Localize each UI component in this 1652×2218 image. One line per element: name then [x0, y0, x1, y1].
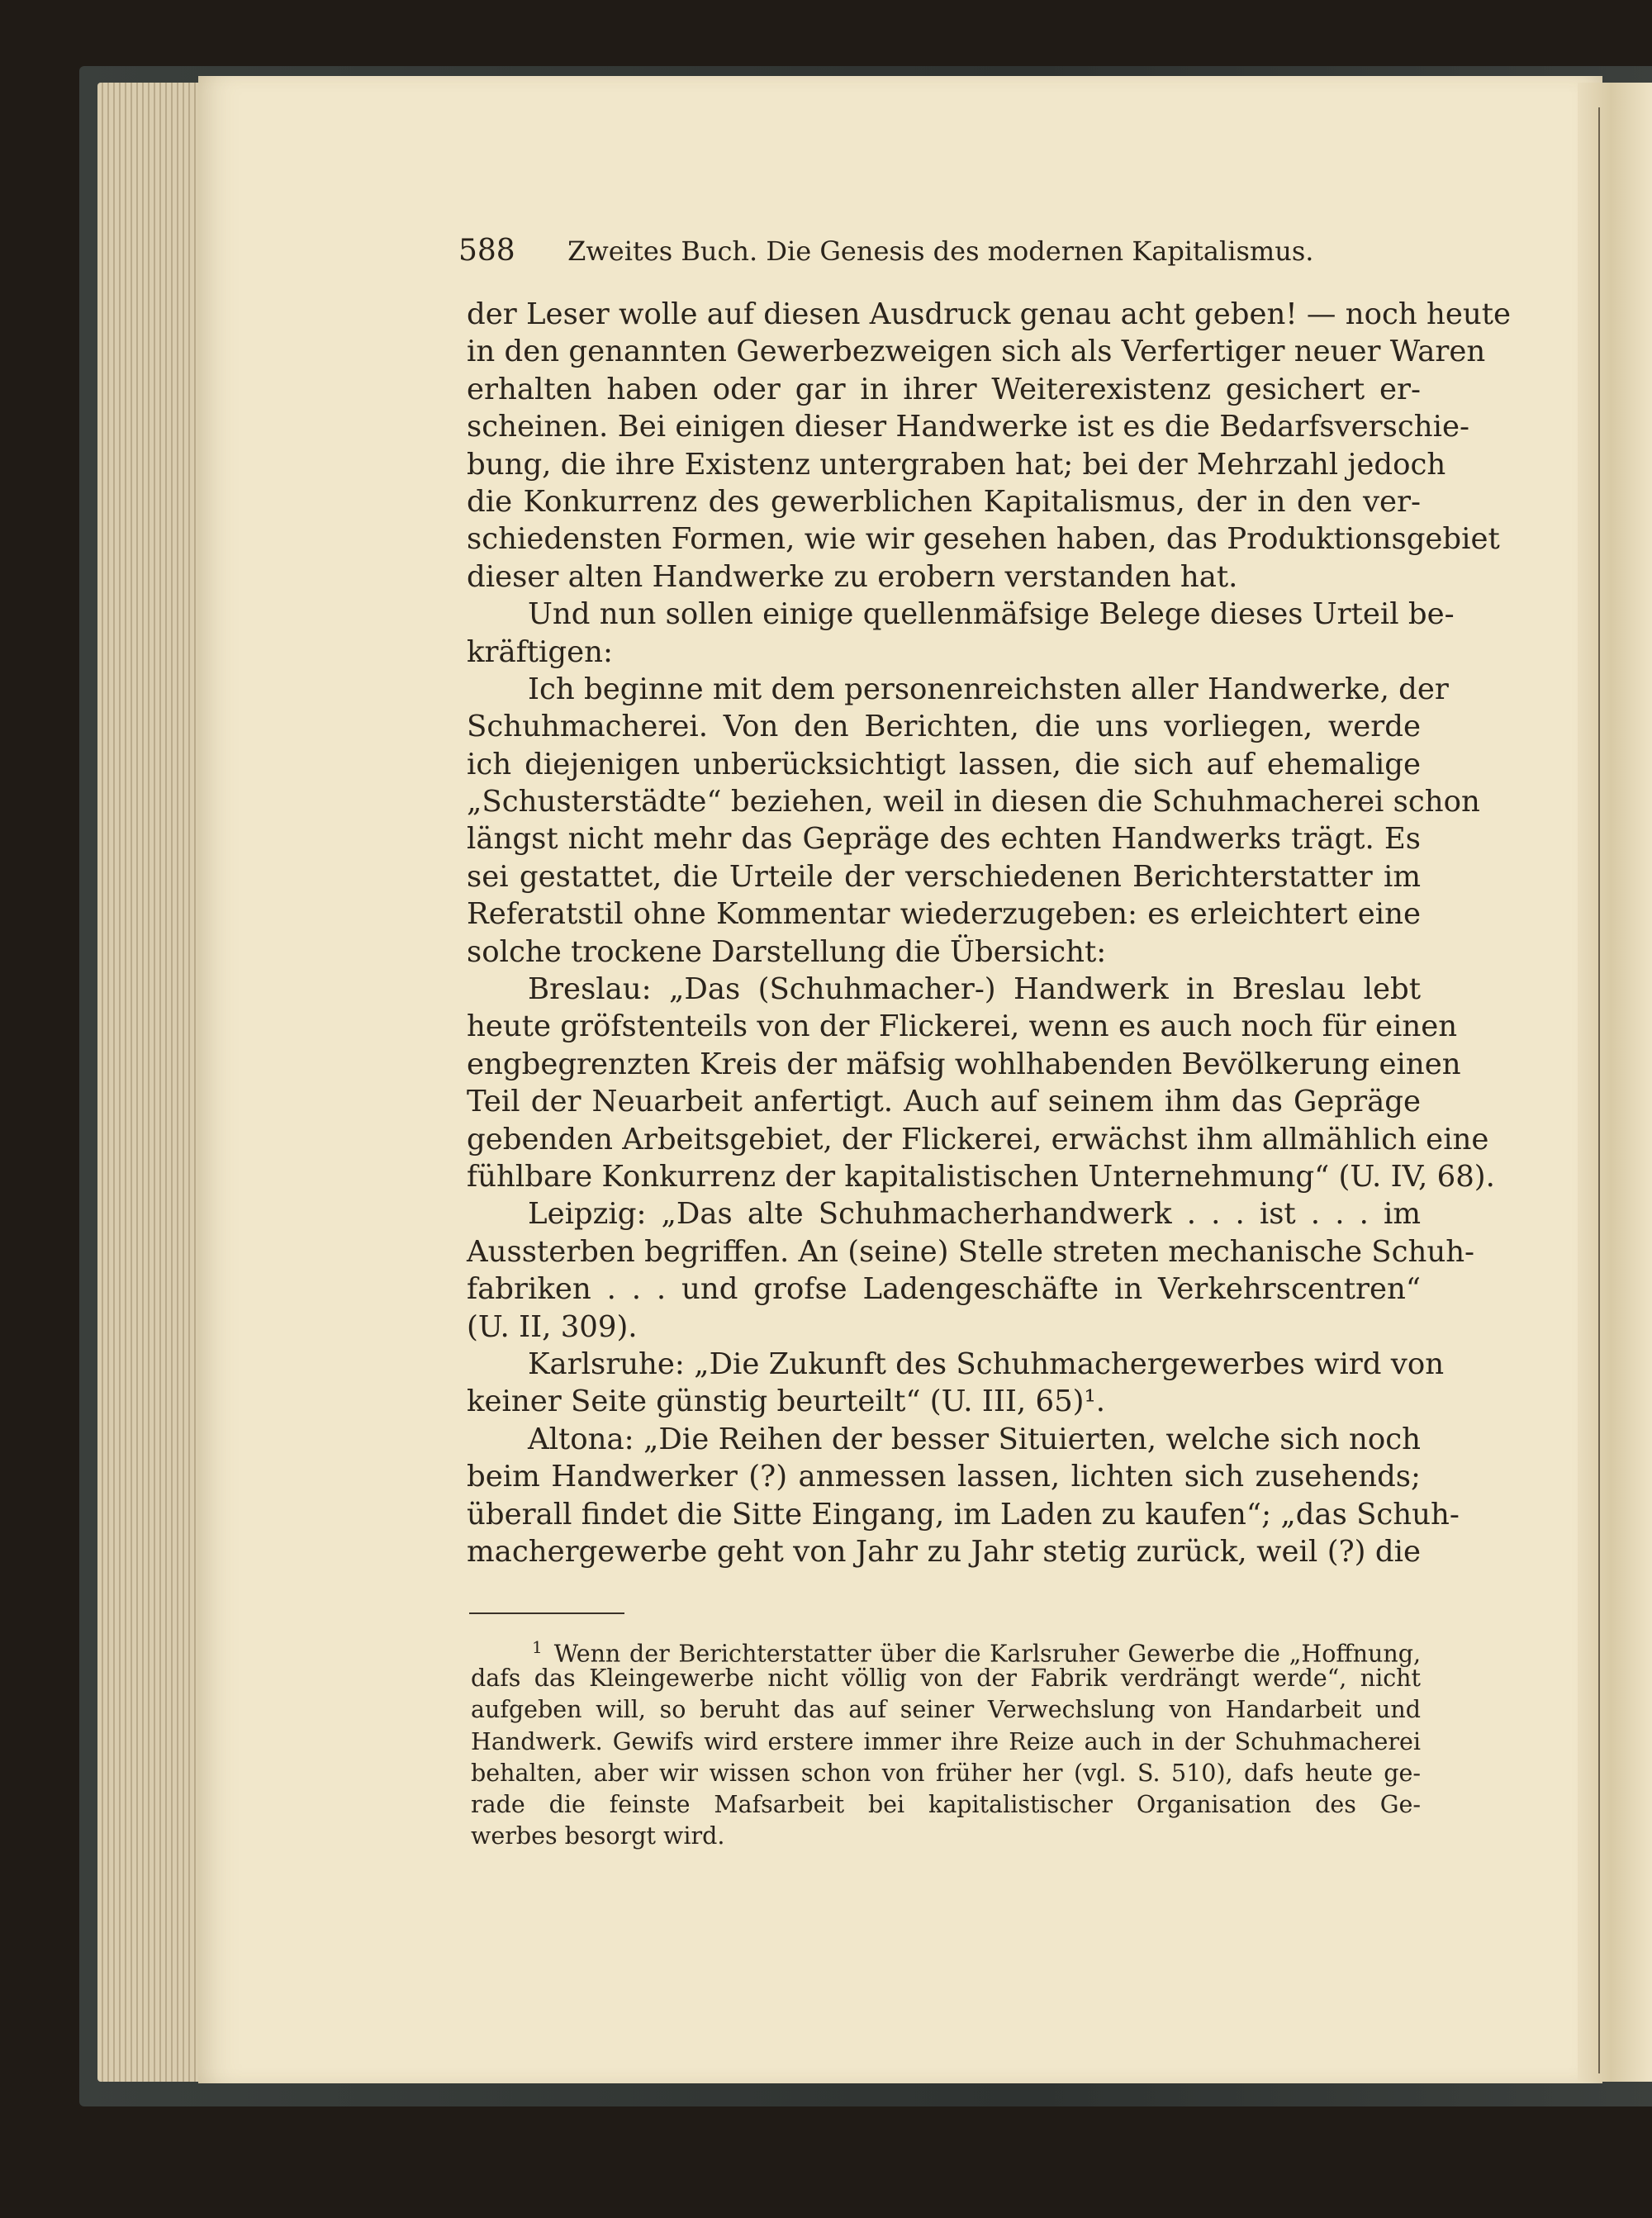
- text-line: solche trockene Darstellung die Übersicht:: [467, 934, 1107, 969]
- text-line: engbegrenzten Kreis der mäfsig wohlhabenden Bevölkerung einen: [467, 1047, 1461, 1081]
- text-line: in den genannten Gewerbezweigen sich als Verfertiger neuer Waren: [467, 335, 1486, 369]
- text-line: keiner Seite günstig beurteilt“ (U. III, 65)¹.: [467, 1384, 1106, 1419]
- text-line: schiedensten Formen, wie wir gesehen haben, das Produktionsgebiet: [467, 522, 1500, 557]
- text-line: beim Handwerker (?) anmessen lassen, lichten sich zusehends;: [467, 1460, 1421, 1494]
- footnote-line: Handwerk. Gewifs wird erstere immer ihre Reize auch in der Schuhmacherei: [471, 1727, 1421, 1755]
- footnote-line: werbes besorgt wird.: [471, 1822, 725, 1850]
- running-title: Zweites Buch. Die Genesis des modernen Kapitalismus.: [567, 235, 1314, 267]
- text-line: bung, die ihre Existenz untergraben hat; bei der Mehrzahl jedoch: [467, 447, 1446, 482]
- gutter-line: [1598, 107, 1600, 2073]
- text-line: ich diejenigen unberücksichtigt lassen, die sich auf ehemalige: [467, 747, 1421, 781]
- footnote-text: Wenn der Berichterstatter über die Karlsruher Gewerbe die „Hoffnung,: [553, 1640, 1421, 1668]
- text-line: der Leser wolle auf diesen Ausdruck genau acht geben! — noch heute: [467, 297, 1511, 331]
- text-line: Und nun sollen einige quellenmäfsige Belege dieses Urteil be-: [528, 597, 1455, 632]
- page-number: 588: [458, 234, 515, 268]
- page-header: [458, 234, 1441, 268]
- text-line: Teil der Neuarbeit anfertigt. Auch auf seinem ihm das Gepräge: [467, 1085, 1421, 1119]
- text-line: scheinen. Bei einigen dieser Handwerke ist es die Bedarfsverschie-: [467, 410, 1469, 444]
- text-line: erhalten haben oder gar in ihrer Weiterexistenz gesichert er-: [467, 372, 1421, 406]
- footnote-line: dafs das Kleingewerbe nicht völlig von der Fabrik verdrängt werde“, nicht: [471, 1665, 1421, 1693]
- text-line: überall findet die Sitte Eingang, im Laden zu kaufen“; „das Schuh-: [467, 1497, 1460, 1532]
- text-line: Schuhmacherei. Von den Berichten, die uns vorliegen, werde: [467, 710, 1421, 744]
- text-line: (U. II, 309).: [467, 1309, 638, 1344]
- facing-page-gutter: [1578, 83, 1652, 2082]
- footnote-marker: 1: [532, 1637, 543, 1657]
- footnote-line: aufgeben will, so beruht das auf seiner Verwechslung von Handarbeit und: [471, 1696, 1421, 1724]
- body-text: [467, 296, 1511, 1570]
- text-line: fabriken . . . und grofse Ladengeschäfte in Verkehrscentren“: [467, 1272, 1421, 1307]
- text-line: Altona: „Die Reihen der besser Situierten, welche sich noch: [528, 1422, 1421, 1456]
- text-line: Karlsruhe: „Die Zukunft des Schuhmachergewerbes wird von: [528, 1346, 1445, 1381]
- text-line: Leipzig: „Das alte Schuhmacherhandwerk . . . ist . . . im: [528, 1197, 1421, 1232]
- text-line: heute gröfstenteils von der Flickerei, wenn es auch noch für einen: [467, 1009, 1458, 1044]
- footnote-line: [471, 1631, 1421, 1668]
- text-line: gebenden Arbeitsgebiet, der Flickerei, erwächst ihm allmählich eine: [467, 1122, 1489, 1156]
- footnote-line: rade die feinste Mafsarbeit bei kapitalistischer Organisation des Ge-: [471, 1790, 1421, 1818]
- text-line: längst nicht mehr das Gepräge des echten Handwerks trägt. Es: [467, 822, 1421, 857]
- text-line: machergewerbe geht von Jahr zu Jahr stetig zurück, weil (?) die: [467, 1534, 1421, 1569]
- text-line: Breslau: „Das (Schuhmacher-) Handwerk in Breslau lebt: [528, 972, 1421, 1007]
- footnote-line: behalten, aber wir wissen schon von früher her (vgl. S. 510), dafs heute ge-: [471, 1759, 1421, 1787]
- footnote-separator: [469, 1612, 624, 1614]
- text-line: sei gestattet, die Urteile der verschiedenen Berichterstatter im: [467, 859, 1421, 894]
- text-line: kräftigen:: [467, 634, 613, 669]
- text-line: Aussterben begriffen. An (seine) Stelle streten mechanische Schuh-: [467, 1234, 1475, 1269]
- text-line: Referatstil ohne Kommentar wiederzugeben: es erleichtert eine: [467, 897, 1421, 932]
- text-line: fühlbare Konkurrenz der kapitalistischen Unternehmung“ (U. IV, 68).: [467, 1159, 1495, 1194]
- text-line: die Konkurrenz des gewerblichen Kapitalismus, der in den ver-: [467, 484, 1421, 519]
- text-line: „Schusterstädte“ beziehen, weil in diesen die Schuhmacherei schon: [467, 785, 1480, 819]
- text-line: Ich beginne mit dem personenreichsten aller Handwerke, der: [528, 672, 1449, 706]
- footnote: [471, 1631, 1421, 1852]
- text-line: dieser alten Handwerke zu erobern verstanden hat.: [467, 559, 1238, 594]
